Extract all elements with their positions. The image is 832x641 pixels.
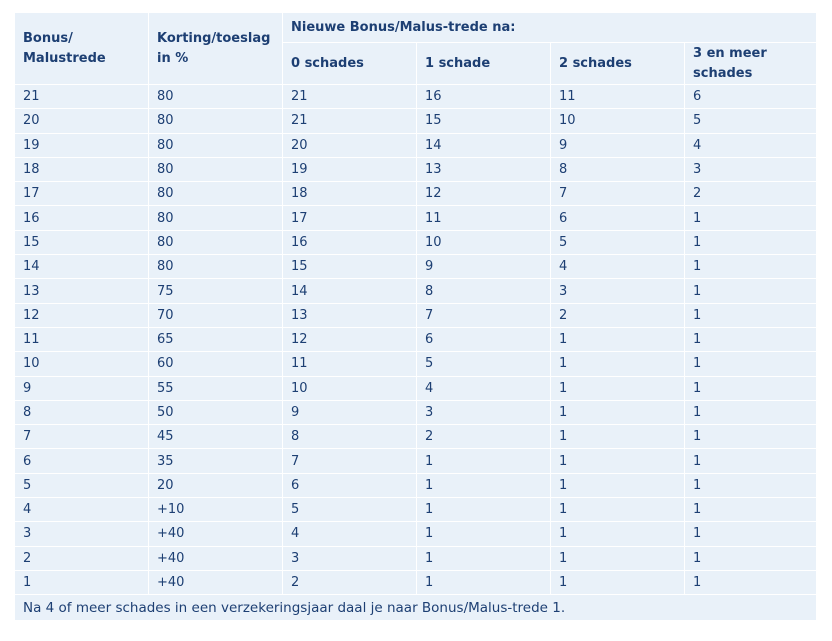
cell-na-2-schades: 1	[551, 498, 685, 522]
cell-na-1-schade: 1	[417, 498, 551, 522]
cell-korting: 80	[149, 157, 283, 181]
cell-na-0-schades: 21	[283, 85, 417, 109]
cell-trede: 17	[15, 182, 149, 206]
cell-na-2-schades: 5	[551, 230, 685, 254]
bonus-malus-table	[14, 12, 817, 621]
cell-na-0-schades: 13	[283, 303, 417, 327]
cell-na-1-schade: 1	[417, 522, 551, 546]
cell-korting: +40	[149, 522, 283, 546]
cell-na-2-schades: 1	[551, 376, 685, 400]
cell-na-0-schades: 4	[283, 522, 417, 546]
cell-na-0-schades: 15	[283, 255, 417, 279]
cell-na-0-schades: 9	[283, 400, 417, 424]
cell-na-0-schades: 7	[283, 449, 417, 473]
table-row	[15, 570, 817, 594]
cell-trede: 6	[15, 449, 149, 473]
cell-trede: 2	[15, 546, 149, 570]
cell-na-0-schades: 17	[283, 206, 417, 230]
cell-na-0-schades: 11	[283, 352, 417, 376]
cell-na-1-schade: 14	[417, 133, 551, 157]
cell-na-0-schades: 8	[283, 425, 417, 449]
cell-korting: 55	[149, 376, 283, 400]
table-row	[15, 473, 817, 497]
cell-na-3-schades: 1	[685, 279, 817, 303]
cell-na-2-schades: 7	[551, 182, 685, 206]
cell-na-1-schade: 13	[417, 157, 551, 181]
cell-trede: 9	[15, 376, 149, 400]
cell-na-2-schades: 8	[551, 157, 685, 181]
table-row	[15, 157, 817, 181]
cell-na-3-schades: 1	[685, 498, 817, 522]
cell-trede: 7	[15, 425, 149, 449]
cell-trede: 11	[15, 327, 149, 351]
cell-korting: 45	[149, 425, 283, 449]
cell-na-3-schades: 1	[685, 352, 817, 376]
cell-trede: 16	[15, 206, 149, 230]
cell-na-1-schade: 1	[417, 546, 551, 570]
cell-trede: 21	[15, 85, 149, 109]
cell-na-1-schade: 1	[417, 449, 551, 473]
cell-na-3-schades: 1	[685, 255, 817, 279]
cell-na-1-schade: 1	[417, 473, 551, 497]
cell-na-2-schades: 6	[551, 206, 685, 230]
cell-na-0-schades: 6	[283, 473, 417, 497]
cell-trede: 5	[15, 473, 149, 497]
cell-na-2-schades: 1	[551, 400, 685, 424]
table-row	[15, 498, 817, 522]
cell-trede: 13	[15, 279, 149, 303]
cell-korting: 65	[149, 327, 283, 351]
cell-trede: 1	[15, 570, 149, 594]
table-row	[15, 182, 817, 206]
cell-na-0-schades: 2	[283, 570, 417, 594]
cell-na-3-schades: 5	[685, 109, 817, 133]
cell-na-1-schade: 6	[417, 327, 551, 351]
cell-korting: 60	[149, 352, 283, 376]
cell-na-3-schades: 1	[685, 546, 817, 570]
cell-na-2-schades: 4	[551, 255, 685, 279]
cell-trede: 4	[15, 498, 149, 522]
cell-na-2-schades: 1	[551, 425, 685, 449]
cell-trede: 10	[15, 352, 149, 376]
cell-na-2-schades: 1	[551, 522, 685, 546]
cell-na-3-schades: 1	[685, 522, 817, 546]
cell-korting: 80	[149, 109, 283, 133]
header-1-schade: 1 schade	[417, 43, 551, 85]
cell-trede: 8	[15, 400, 149, 424]
cell-na-3-schades: 1	[685, 376, 817, 400]
cell-korting: 80	[149, 255, 283, 279]
cell-na-1-schade: 4	[417, 376, 551, 400]
cell-na-3-schades: 1	[685, 449, 817, 473]
cell-korting: 80	[149, 182, 283, 206]
header-nieuwe-trede-group: Nieuwe Bonus/Malus-trede na:	[283, 13, 817, 43]
cell-na-3-schades: 1	[685, 303, 817, 327]
cell-na-0-schades: 14	[283, 279, 417, 303]
table-row	[15, 327, 817, 351]
cell-na-2-schades: 10	[551, 109, 685, 133]
cell-na-3-schades: 1	[685, 230, 817, 254]
cell-na-0-schades: 18	[283, 182, 417, 206]
cell-na-2-schades: 1	[551, 449, 685, 473]
cell-na-1-schade: 5	[417, 352, 551, 376]
cell-na-3-schades: 4	[685, 133, 817, 157]
table-row	[15, 230, 817, 254]
table-row	[15, 109, 817, 133]
bonus-malus-table-container	[14, 12, 816, 621]
header-2-schades: 2 schades	[551, 43, 685, 85]
cell-na-2-schades: 1	[551, 327, 685, 351]
header-3-en-meer-schades: 3 en meer schades	[685, 43, 817, 85]
cell-trede: 14	[15, 255, 149, 279]
cell-korting: 80	[149, 230, 283, 254]
cell-trede: 20	[15, 109, 149, 133]
cell-korting: 80	[149, 206, 283, 230]
cell-trede: 3	[15, 522, 149, 546]
cell-na-0-schades: 12	[283, 327, 417, 351]
cell-na-1-schade: 15	[417, 109, 551, 133]
table-row	[15, 376, 817, 400]
footnote: Na 4 of meer schades in een verzekeringsjaar daal je naar Bonus/Malus-trede 1.	[15, 595, 817, 621]
table-row	[15, 303, 817, 327]
cell-trede: 15	[15, 230, 149, 254]
cell-na-1-schade: 3	[417, 400, 551, 424]
table-row	[15, 85, 817, 109]
table-row	[15, 255, 817, 279]
cell-na-0-schades: 21	[283, 109, 417, 133]
cell-na-3-schades: 1	[685, 400, 817, 424]
header-korting-toeslag: Korting/toeslag in %	[149, 13, 283, 85]
cell-na-1-schade: 2	[417, 425, 551, 449]
cell-trede: 19	[15, 133, 149, 157]
cell-na-3-schades: 3	[685, 157, 817, 181]
cell-na-1-schade: 9	[417, 255, 551, 279]
cell-na-1-schade: 10	[417, 230, 551, 254]
cell-na-1-schade: 12	[417, 182, 551, 206]
table-row	[15, 352, 817, 376]
cell-trede: 12	[15, 303, 149, 327]
cell-na-0-schades: 3	[283, 546, 417, 570]
cell-na-0-schades: 5	[283, 498, 417, 522]
cell-na-3-schades: 6	[685, 85, 817, 109]
cell-na-1-schade: 11	[417, 206, 551, 230]
cell-korting: 50	[149, 400, 283, 424]
cell-na-3-schades: 2	[685, 182, 817, 206]
table-row	[15, 425, 817, 449]
cell-na-3-schades: 1	[685, 473, 817, 497]
cell-korting: 20	[149, 473, 283, 497]
cell-korting: 70	[149, 303, 283, 327]
cell-na-1-schade: 1	[417, 570, 551, 594]
cell-na-2-schades: 9	[551, 133, 685, 157]
cell-na-0-schades: 16	[283, 230, 417, 254]
cell-na-2-schades: 1	[551, 352, 685, 376]
cell-trede: 18	[15, 157, 149, 181]
cell-na-3-schades: 1	[685, 327, 817, 351]
table-row	[15, 133, 817, 157]
cell-na-2-schades: 3	[551, 279, 685, 303]
cell-korting: 80	[149, 85, 283, 109]
table-row	[15, 449, 817, 473]
cell-na-3-schades: 1	[685, 570, 817, 594]
table-row	[15, 522, 817, 546]
cell-korting: 80	[149, 133, 283, 157]
cell-na-2-schades: 1	[551, 546, 685, 570]
cell-na-1-schade: 7	[417, 303, 551, 327]
table-body	[15, 85, 817, 595]
cell-na-2-schades: 1	[551, 473, 685, 497]
cell-na-3-schades: 1	[685, 425, 817, 449]
header-0-schades: 0 schades	[283, 43, 417, 85]
cell-korting: 35	[149, 449, 283, 473]
cell-korting: +40	[149, 546, 283, 570]
table-row	[15, 400, 817, 424]
table-row	[15, 546, 817, 570]
cell-na-0-schades: 20	[283, 133, 417, 157]
cell-na-1-schade: 8	[417, 279, 551, 303]
cell-na-2-schades: 1	[551, 570, 685, 594]
cell-na-0-schades: 10	[283, 376, 417, 400]
cell-korting: +10	[149, 498, 283, 522]
cell-korting: 75	[149, 279, 283, 303]
cell-korting: +40	[149, 570, 283, 594]
cell-na-0-schades: 19	[283, 157, 417, 181]
cell-na-2-schades: 2	[551, 303, 685, 327]
cell-na-1-schade: 16	[417, 85, 551, 109]
header-bonus-malustrede: Bonus/ Malustrede	[15, 13, 149, 85]
cell-na-3-schades: 1	[685, 206, 817, 230]
table-row	[15, 206, 817, 230]
cell-na-2-schades: 11	[551, 85, 685, 109]
table-row	[15, 279, 817, 303]
